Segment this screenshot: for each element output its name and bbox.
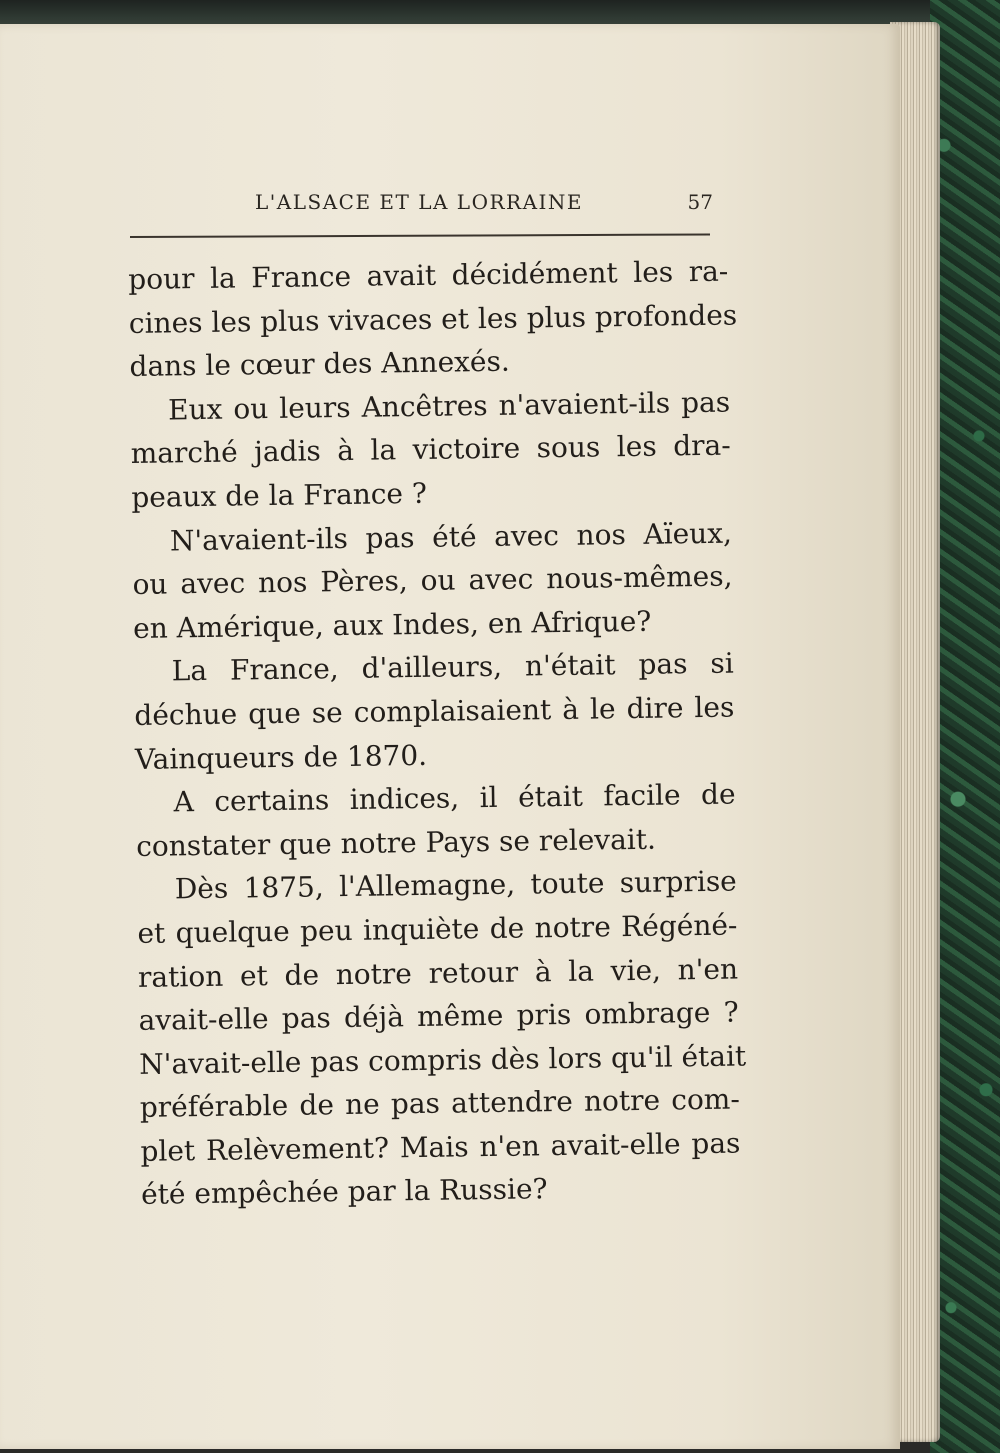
- text-line: pour la France avait décidément les ra-: [128, 254, 729, 296]
- text-line: cines les plus vivaces et les plus profondes: [128, 298, 738, 340]
- text-line: ration et de notre retour à la vie, n'en: [137, 952, 739, 994]
- text-line: N'avaient-ils pas été avec nos Aïeux,: [169, 516, 733, 558]
- text-line: et quelque peu inquiète de notre Régéné-: [137, 908, 738, 950]
- text-line: dans le cœur des Annexés.: [129, 344, 511, 384]
- text-line: en Amérique, aux Indes, en Afrique?: [132, 604, 652, 645]
- text-line: Dès 1875, l'Allemagne, toute surprise: [174, 864, 737, 906]
- text-line: A certains indices, il était facile de: [173, 777, 736, 819]
- text-line: préférable de ne pas attendre notre com-: [139, 1082, 741, 1125]
- running-head: [130, 190, 713, 220]
- text-line: avait-elle pas déjà même pris ombrage ?: [138, 995, 739, 1038]
- text-line: plet Relèvement? Mais n'en avait-elle pas: [140, 1126, 741, 1168]
- text-line: peaux de la France ?: [131, 476, 428, 514]
- page-number: 57: [687, 190, 713, 214]
- text-line: constater que notre Pays se relevait.: [135, 822, 657, 863]
- text-line: Eux ou leurs Ancêtres n'avaient-ils pas: [167, 385, 731, 427]
- text-line: été empêchée par la Russie?: [140, 1172, 548, 1212]
- text-line: marché jadis à la victoire sous les dra-: [130, 428, 731, 471]
- text-line: ou avec nos Pères, ou avec nous-mêmes,: [132, 559, 733, 602]
- marbled-cover: [930, 0, 1000, 1453]
- text-line: La France, d'ailleurs, n'était pas si: [171, 646, 734, 688]
- text-line: Vainqueurs de 1870.: [134, 738, 428, 776]
- running-title: L'ALSACE ET LA LORRAINE: [255, 190, 584, 214]
- text-line: N'avait-elle pas compris dès lors qu'il était: [139, 1039, 747, 1081]
- text-line: déchue que se complaisaient à le dire les: [134, 690, 735, 732]
- body-text: [128, 250, 747, 1217]
